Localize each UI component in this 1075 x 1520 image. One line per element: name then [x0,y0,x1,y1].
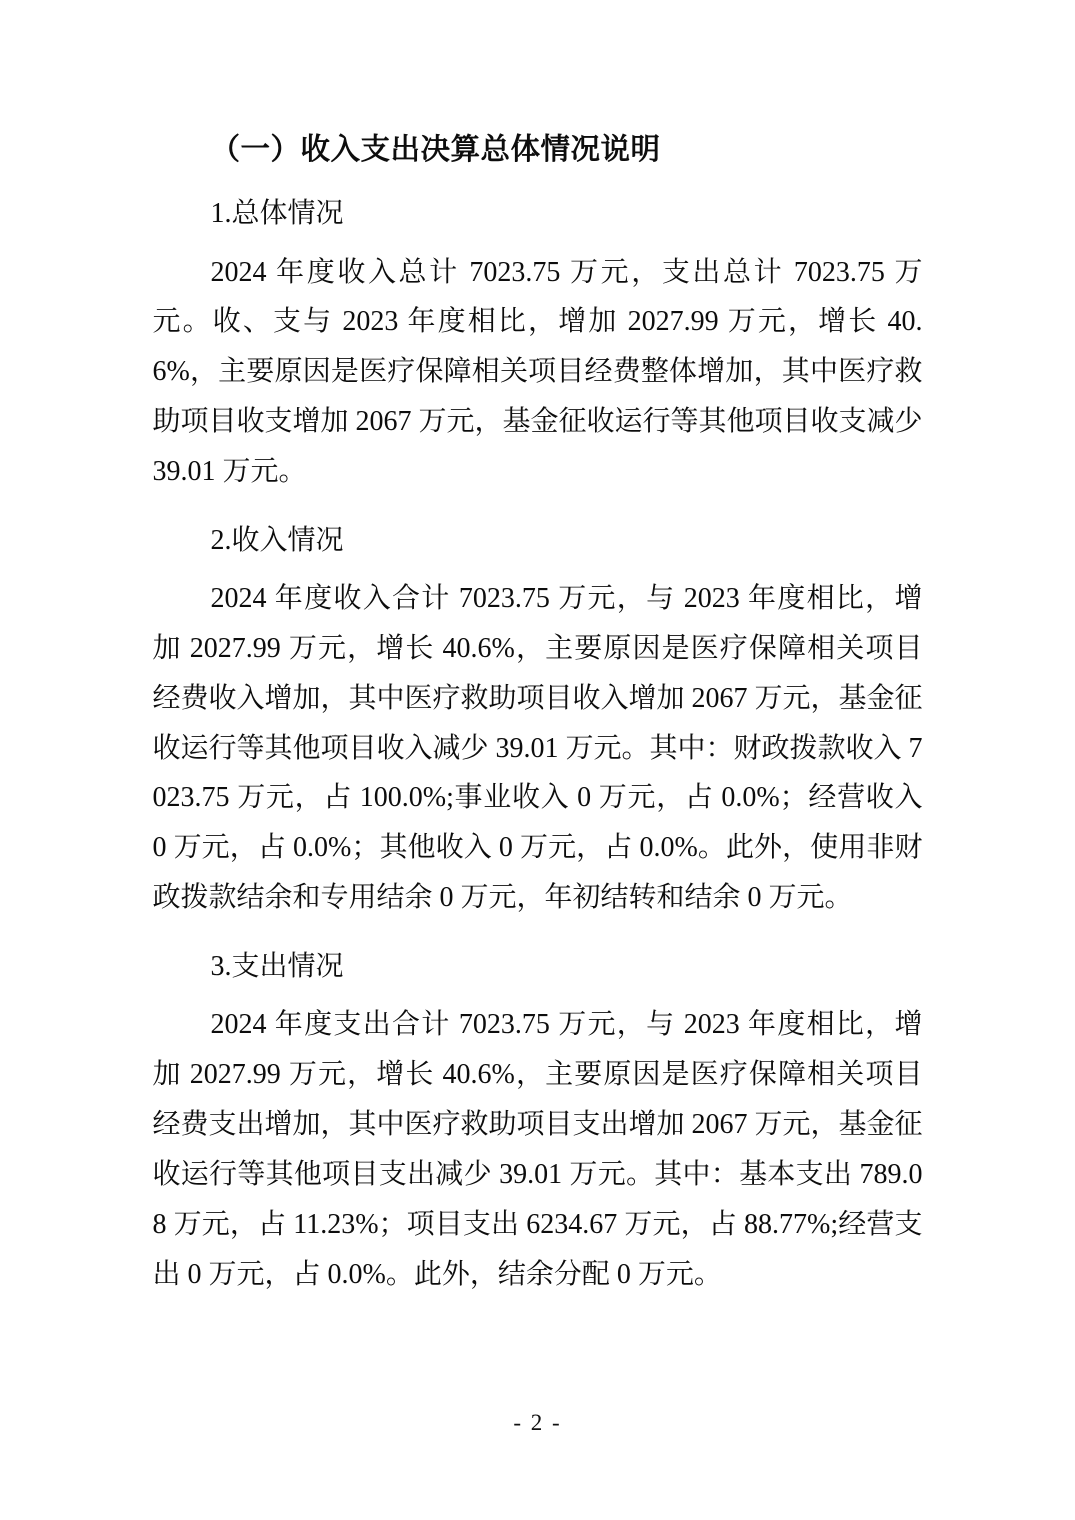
paragraph-overall: 2024 年度收入总计 7023.75 万元，支出总计 7023.75 万元。收、支与 2023 年度相比，增加 2027.99 万元，增长 40.6%，主要原因是医疗保障相关项目经费整体增加，其中医疗救助项目收支增加 2067 万元，基金征收运行等其他项目收支减少 39.01 万元。 [152,256,923,487]
subsection-title-income: 2.收入情况 [210,524,344,556]
document-body [153,128,923,1299]
subsection-title-overall: 1.总体情况 [210,198,344,230]
subsection-title-expenditure: 3.支出情况 [210,950,344,982]
page-number: - 2 - [513,1410,562,1435]
paragraph-expenditure: 2024 年度支出合计 7023.75 万元，与 2023 年度相比，增加 2027.99 万元，增长 40.6%，主要原因是医疗保障相关项目经费支出增加，其中医疗救助项目支出增加 2067 万元，基金征收运行等其他项目支出减少 39.01 万元。其中：基本支出 789.08 万元，占 11.23%；项目支出 6234.67 万元，占 88.77%;经营支出 0 万元，占 0.0%。此外，结余分配 0 万元。 [152,1009,923,1290]
paragraph-income: 2024 年度收入合计 7023.75 万元，与 2023 年度相比，增加 2027.99 万元，增长 40.6%，主要原因是医疗保障相关项目经费收入增加，其中医疗救助项目收入增加 2067 万元，基金征收运行等其他项目收入减少 39.01 万元。其中：财政拨款收入 7023.75 万元，占 100.0%;事业收入 0 万元，占 0.0%；经营收入 0 万元，占 0.0%；其他收入 0 万元，占 0.0%。此外，使用非财政拨款结余和专用结余 0 万元，年初结转和结余 0 万元。 [152,583,923,914]
section-heading: （一）收入支出决算总体情况说明 [210,134,661,166]
